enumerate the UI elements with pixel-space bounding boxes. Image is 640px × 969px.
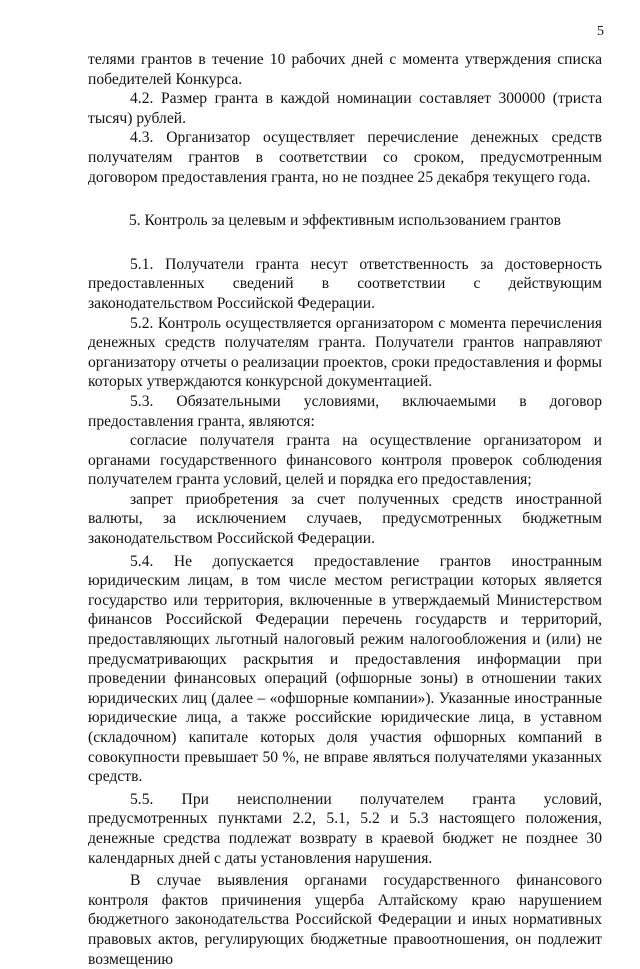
paragraph-5-4: 5.4. Не допускается предоставление грантов иностранным юридическим лицам, в том числе местом регистрации которых является государство или территория, включенные в утверждаемый Министерством финансов Российской Федерации перечень государств и территорий, предоставляющих льготный налоговый режим налогообложения и (или) не предусматривающих раскрытия и предоставления информации при проведении финансовых операций (офшорные зоны) в отношении таких юридических лиц (далее – «офшорные компании»). Указанные иностранные юридические лица, а также российские юридические лица, в уставном (складочном) капитале которых доля участия офшорных компаний в совокупности превышает 50 %, не вправе являться получателями указанных средств.: [88, 552, 602, 786]
paragraph-damage-recovery: В случае выявления органами государственного финансового контроля фактов причинения ущерба Алтайскому краю нарушением бюджетного законодательства Российской Федерации и иных нормативных правовых актов, регулирующих бюджетные правоотношения, он подлежит возмещению: [88, 872, 602, 968]
paragraph-5-5: 5.5. При неисполнении получателем гранта условий, предусмотренных пунктами 2.2, 5.1, 5.2 и 5.3 настоящего положения, денежные средства подлежат возврату в краевой бюджет не позднее 30 календарных дней с даты установления нарушения.: [88, 790, 602, 867]
document-body: [88, 50, 602, 969]
paragraph-5-1: 5.1. Получатели гранта несут ответственность за достоверность предоставленных сведений в соответствии с действующим законодательством Российской Федерации.: [88, 255, 602, 312]
paragraph-4-2: 4.2. Размер гранта в каждой номинации составляет 300000 (триста тысяч) рублей.: [88, 90, 602, 127]
paragraph-5-2: 5.2. Контроль осуществляется организатором с момента перечисления денежных средств получателям гранта. Получатели грантов направляют организатору отчеты о реализации проектов, сроки предоставления и формы которых утверждаются конкурсной документацией.: [88, 314, 602, 391]
paragraph-continuation: телями грантов в течение 10 рабочих дней с момента утверждения списка победителей Конкурса.: [88, 51, 602, 88]
section-heading: 5. Контроль за целевым и эффективным использованием грантов: [128, 212, 562, 230]
page-number: 5: [597, 24, 604, 39]
paragraph-5-3-condition-1: согласие получателя гранта на осуществление организатором и органами государственного финансового контроля проверок соблюдения получателем гранта условий, целей и порядка его предоставления;: [88, 432, 602, 489]
paragraph-4-3: 4.3. Организатор осуществляет перечисление денежных средств получателям грантов в соответствии со сроком, предусмотренным договором предоставления гранта, но не позднее 25 декабря текущего года.: [88, 129, 602, 186]
paragraph-5-3: 5.3. Обязательными условиями, включаемыми в договор предоставления гранта, являются:: [88, 392, 602, 430]
paragraph-5-3-condition-2: запрет приобретения за счет полученных средств иностранной валюты, за исключением случаев, предусмотренных бюджетным законодательством Российской Федерации.: [88, 490, 602, 548]
